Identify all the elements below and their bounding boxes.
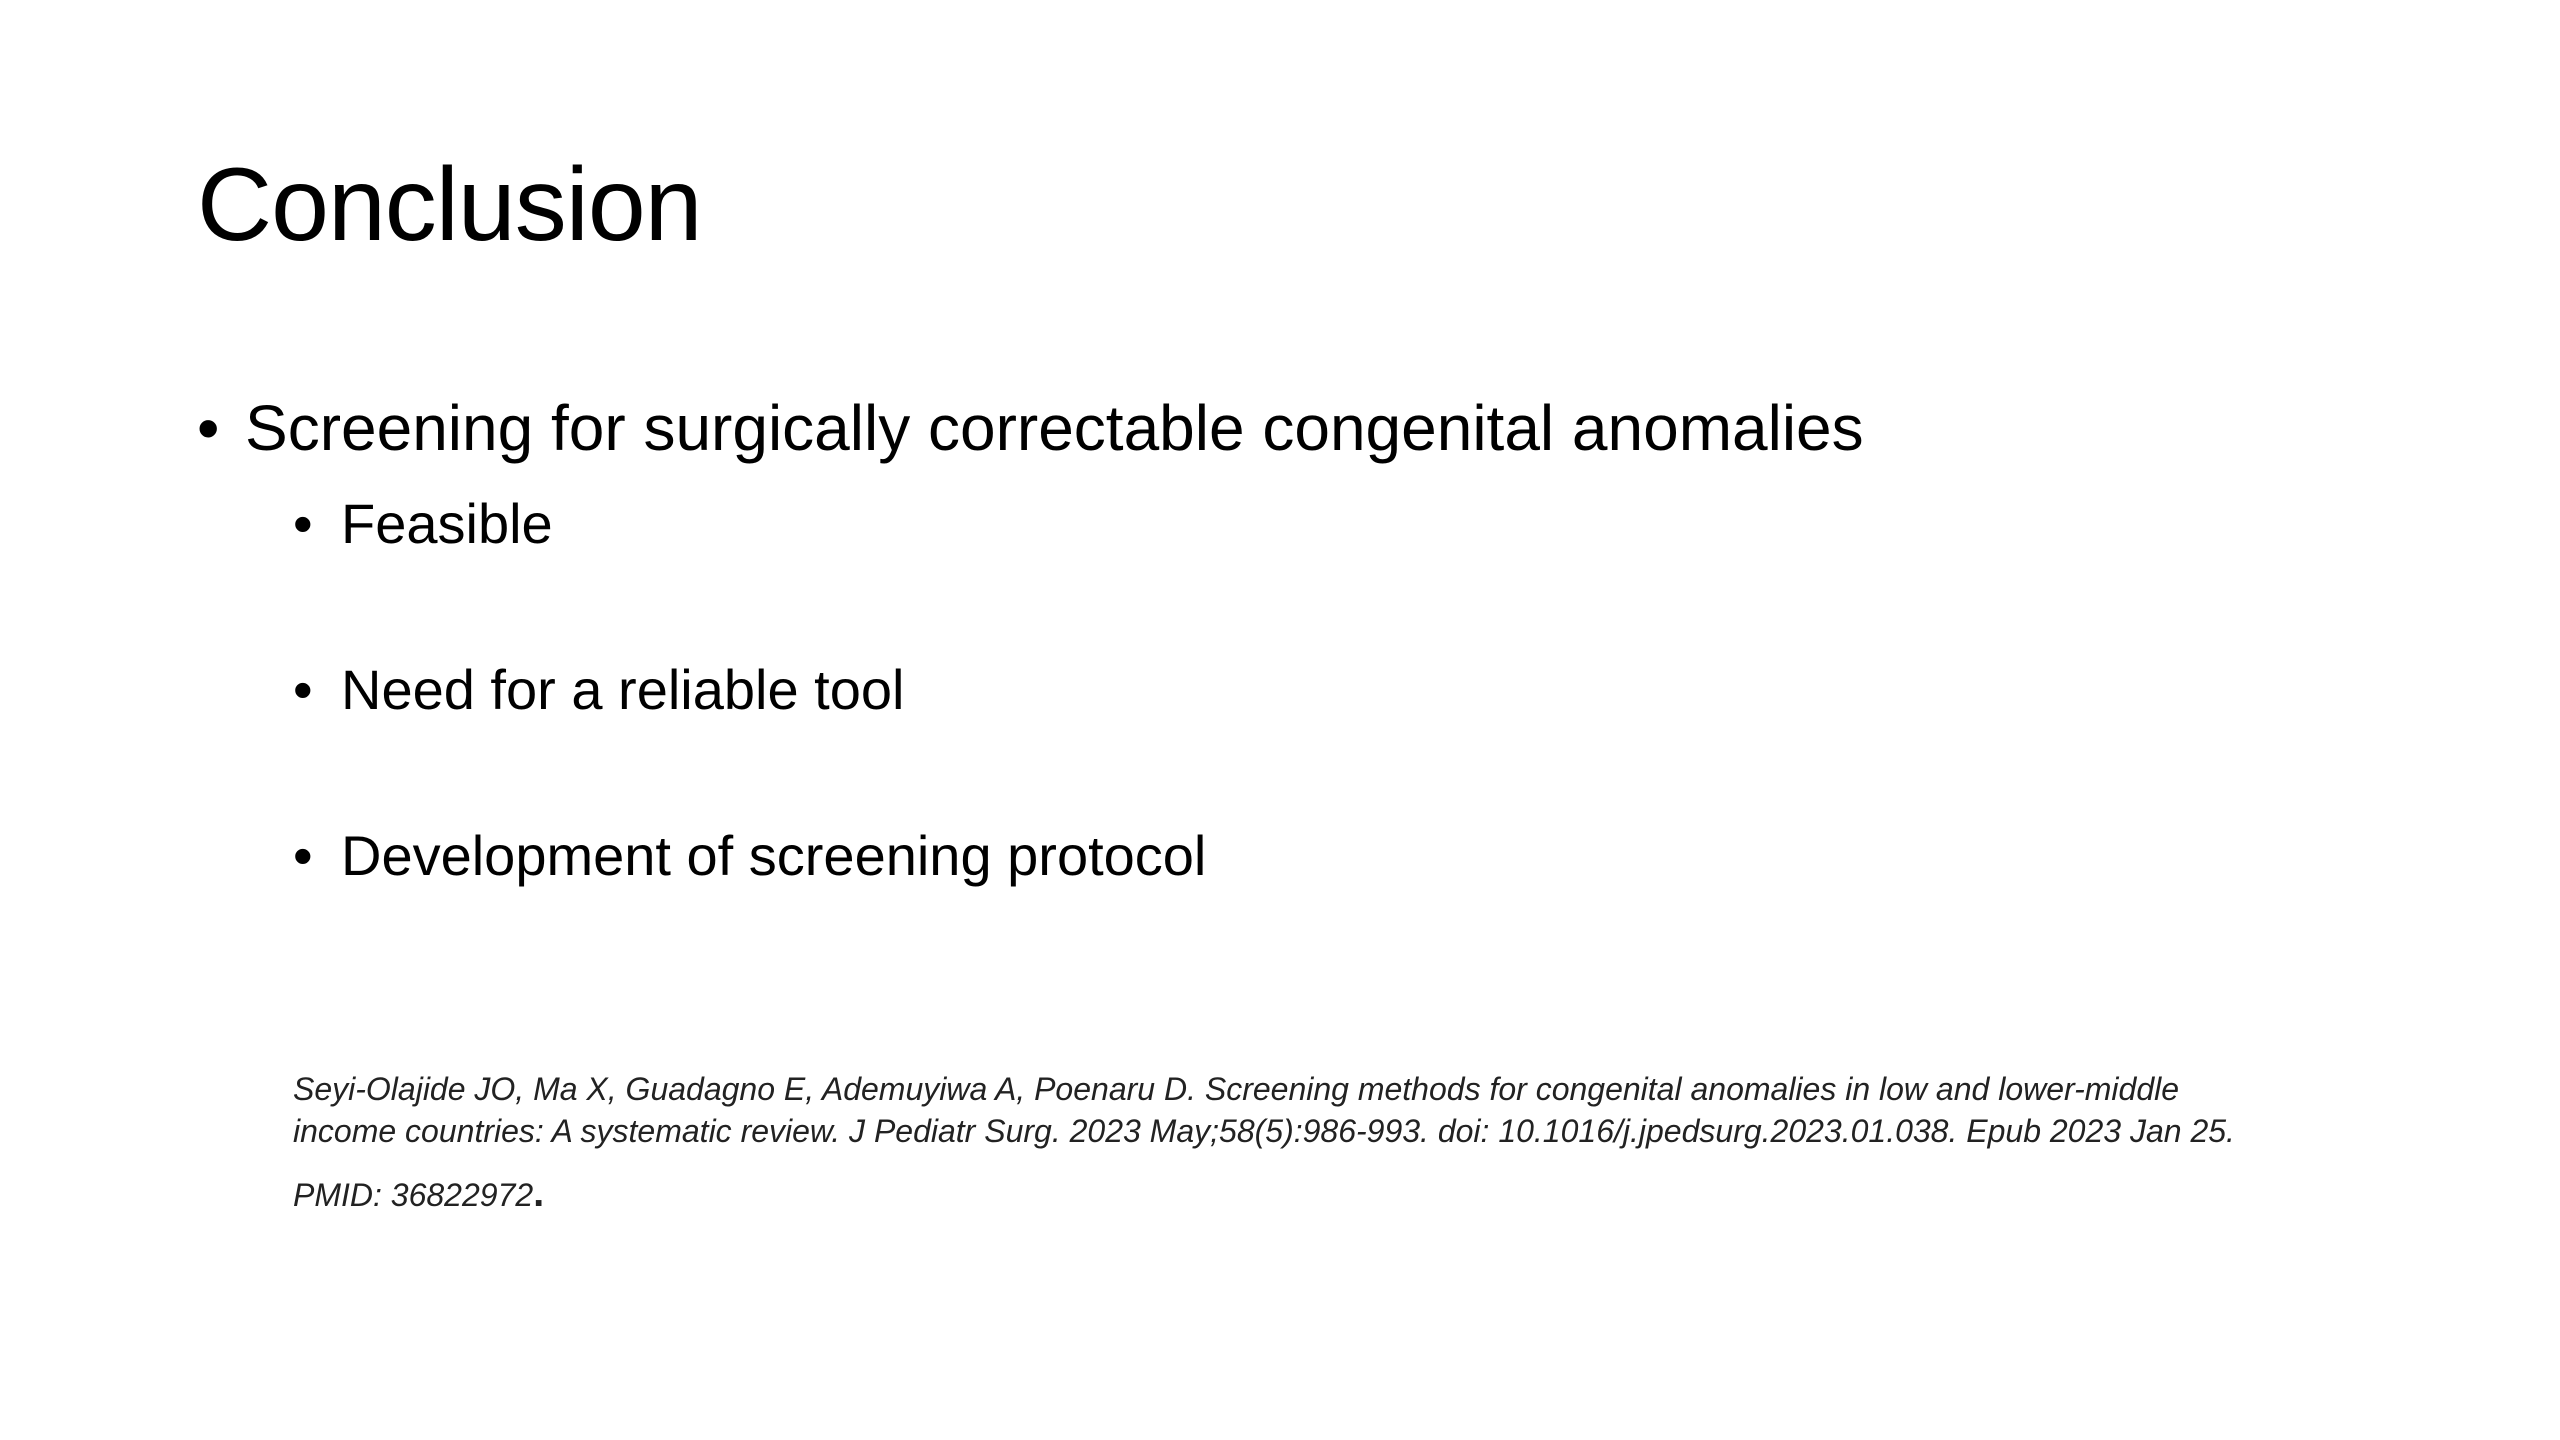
bullet-icon: • (293, 824, 313, 887)
bullet-icon: • (197, 392, 220, 464)
citation-line-1: Seyi-Olajide JO, Ma X, Guadagno E, Ademuyiwa A, Poenaru D. Screening methods for congenital anomalies in low and lower-middle (293, 1071, 2180, 1107)
bullet-icon: • (293, 658, 313, 721)
slide-title: Conclusion (197, 147, 702, 263)
sub-bullet-text: Development of screening protocol (341, 824, 1207, 887)
sub-bullet-reliable-tool (293, 656, 904, 723)
citation (293, 1068, 2413, 1216)
citation-pmid-line (293, 1172, 2413, 1216)
main-bullet (197, 390, 1864, 467)
citation-pmid: PMID: 36822972 (293, 1177, 534, 1213)
sub-bullet-text: Need for a reliable tool (341, 658, 905, 721)
citation-line-2: income countries: A systematic review. J Pediatr Surg. 2023 May;58(5):986-993. doi: 10.1016/j.jpedsurg.2023.01.038. Epub 2023 Jan 25. (293, 1113, 2235, 1149)
bullet-icon: • (293, 492, 313, 555)
sub-bullet-feasible (293, 490, 553, 557)
citation-period: . (533, 1171, 545, 1215)
main-bullet-text: Screening for surgically correctable congenital anomalies (245, 392, 1864, 464)
sub-bullet-text: Feasible (341, 492, 553, 555)
sub-bullet-protocol (293, 822, 1206, 889)
